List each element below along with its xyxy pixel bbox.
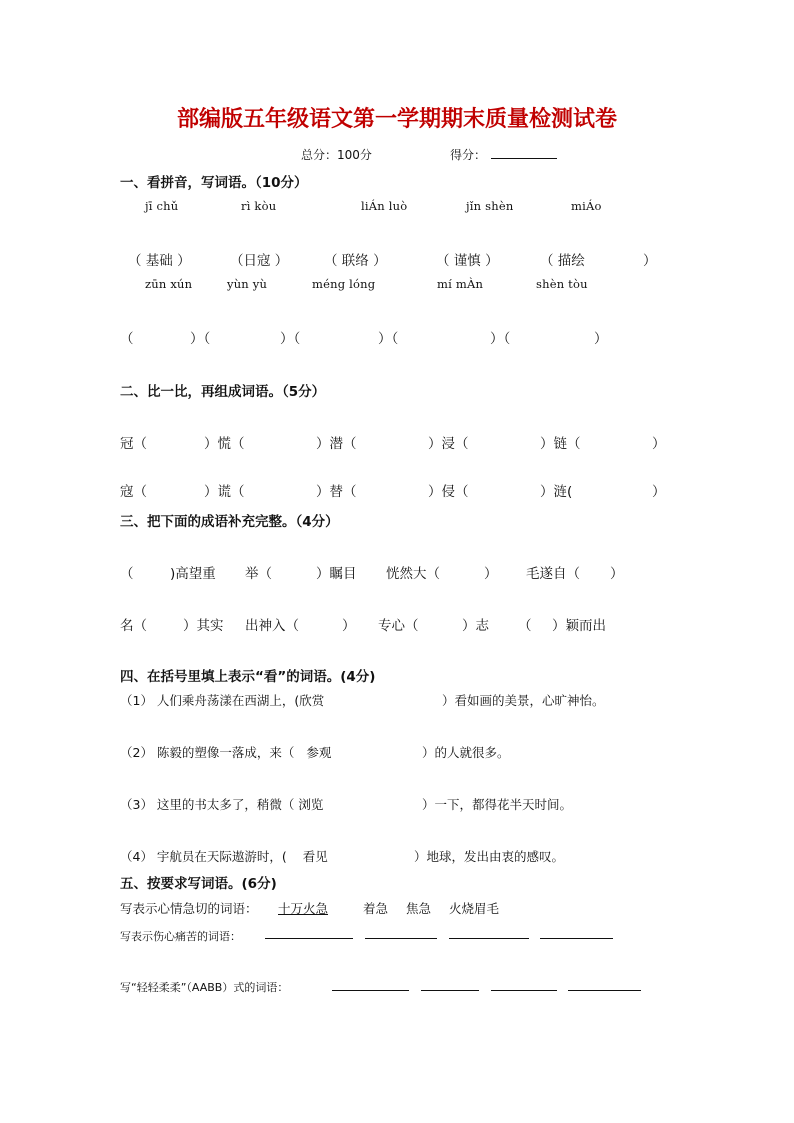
idiom-part[interactable]: ）瞩目 <box>316 566 357 582</box>
sentence-text: ）看如画的美景，心旷神怡。 <box>442 693 605 708</box>
char-item[interactable]: ）侵（ <box>428 484 469 500</box>
pinyin: rì kòu <box>241 199 277 213</box>
section-4-heading: 四、在括号里填上表示“看”的词语。(4分) <box>120 669 376 685</box>
pinyin: liÁn luò <box>361 199 408 213</box>
section-5-heading: 五、按要求写词语。(6分) <box>120 876 277 892</box>
pinyin: shèn tòu <box>536 277 588 291</box>
sentence-text: （1） 人们乘舟荡漾在西湖上，(欣赏 <box>120 693 325 708</box>
example-word: 焦急 <box>406 901 432 916</box>
idiom-part[interactable]: 名（ <box>120 618 147 634</box>
idiom-part[interactable]: 举（ <box>245 566 272 582</box>
pinyin: mí mÀn <box>437 277 484 291</box>
char-item[interactable]: ）潜（ <box>316 436 357 452</box>
answer-blank[interactable] <box>421 977 479 991</box>
example-word: 着急 <box>363 901 389 916</box>
idiom-part[interactable]: （ <box>518 618 532 634</box>
answer-blank[interactable] <box>365 925 437 939</box>
line-label: 写表示心情急切的词语： <box>120 901 258 916</box>
pinyin: jǐn shèn <box>466 199 514 213</box>
pinyin: jī chǔ <box>145 199 179 213</box>
char-item[interactable]: ）浸（ <box>428 436 469 452</box>
char-item[interactable]: ）链（ <box>540 436 581 452</box>
score-blank[interactable] <box>491 146 557 159</box>
char-item[interactable]: ） <box>652 484 666 500</box>
score-label: 得分： <box>450 148 487 162</box>
answer-blank[interactable] <box>449 925 529 939</box>
pinyin: yùn yù <box>227 277 268 291</box>
blank-paren[interactable]: ）（ <box>280 331 301 347</box>
answer: （ 基础 ） <box>128 253 191 269</box>
pinyin: miÁo <box>571 199 602 213</box>
blank-paren[interactable]: ）（ <box>490 331 511 347</box>
blank-paren[interactable]: ）（ <box>190 331 211 347</box>
idiom-part[interactable]: ） <box>610 566 624 582</box>
answer-blank[interactable] <box>491 977 557 991</box>
pinyin: méng lóng <box>312 277 376 291</box>
page-title: 部编版五年级语文第一学期期末质量检测试卷 <box>176 106 617 132</box>
char-item[interactable]: ）慌（ <box>204 436 245 452</box>
answer-blank[interactable] <box>332 977 409 991</box>
blank-paren[interactable]: ） <box>594 331 608 347</box>
char-item[interactable]: ）涟( <box>540 484 573 500</box>
answer-blank[interactable] <box>568 977 641 991</box>
sentence-text: （2） 陈毅的塑像一落成，来（ 参观 <box>120 745 332 760</box>
total-score: 总分：100分 <box>301 148 372 162</box>
example-word: 十万火急 <box>278 901 329 916</box>
pinyin: zūn xún <box>145 277 193 291</box>
idiom-part[interactable]: ）颖而出 <box>552 618 606 634</box>
example-word: 火烧眉毛 <box>449 901 500 916</box>
idiom-part[interactable]: 毛遂自（ <box>526 566 580 582</box>
idiom-part[interactable]: )高望重 <box>170 566 216 582</box>
sentence-text: ）的人就很多。 <box>422 745 510 760</box>
answer-blank[interactable] <box>540 925 613 939</box>
sentence-text: （4） 宇航员在天际遨游时，( 看见 <box>120 849 328 864</box>
char-item[interactable]: ）替（ <box>316 484 357 500</box>
sentence-text: ）地球，发出由衷的感叹。 <box>414 849 565 864</box>
line-label: 写表示伤心痛苦的词语： <box>120 930 241 943</box>
section-3-heading: 三、把下面的成语补充完整。（4分） <box>120 514 339 530</box>
section-2-heading: 二、比一比，再组成词语。（5分） <box>120 384 326 400</box>
idiom-part[interactable]: ）志 <box>462 618 489 634</box>
idiom-part[interactable]: ） <box>342 618 356 634</box>
answer: （日寇 ） <box>230 253 289 269</box>
answer: （ 联络 ） <box>324 253 387 269</box>
idiom-part[interactable]: ） <box>484 566 498 582</box>
answer: ） <box>643 253 657 269</box>
line-label: 写“轻轻柔柔”（AABB）式的词语： <box>120 981 289 994</box>
char-item[interactable]: 冠（ <box>120 436 147 452</box>
sentence-text: ）一下，都得花半天时间。 <box>422 797 573 812</box>
section-1-heading: 一、看拼音，写词语。（10分） <box>120 175 308 191</box>
answer: （ 描绘 <box>540 253 585 269</box>
idiom-part[interactable]: （ <box>120 566 134 582</box>
char-item[interactable]: 寇（ <box>120 484 147 500</box>
char-item[interactable]: ） <box>652 436 666 452</box>
idiom-part[interactable]: 专心（ <box>378 618 419 634</box>
idiom-part[interactable]: 恍然大（ <box>386 566 440 582</box>
sentence-text: （3） 这里的书太多了，稍微（ 浏览 <box>120 797 324 812</box>
char-item[interactable]: ）谎（ <box>204 484 245 500</box>
answer: （ 谨慎 ） <box>436 253 499 269</box>
idiom-part[interactable]: ）其实 <box>183 618 224 634</box>
blank-paren[interactable]: ）（ <box>378 331 399 347</box>
answer-blank[interactable] <box>265 925 353 939</box>
idiom-part[interactable]: 出神入（ <box>245 618 299 634</box>
blank-paren[interactable]: （ <box>120 331 134 347</box>
